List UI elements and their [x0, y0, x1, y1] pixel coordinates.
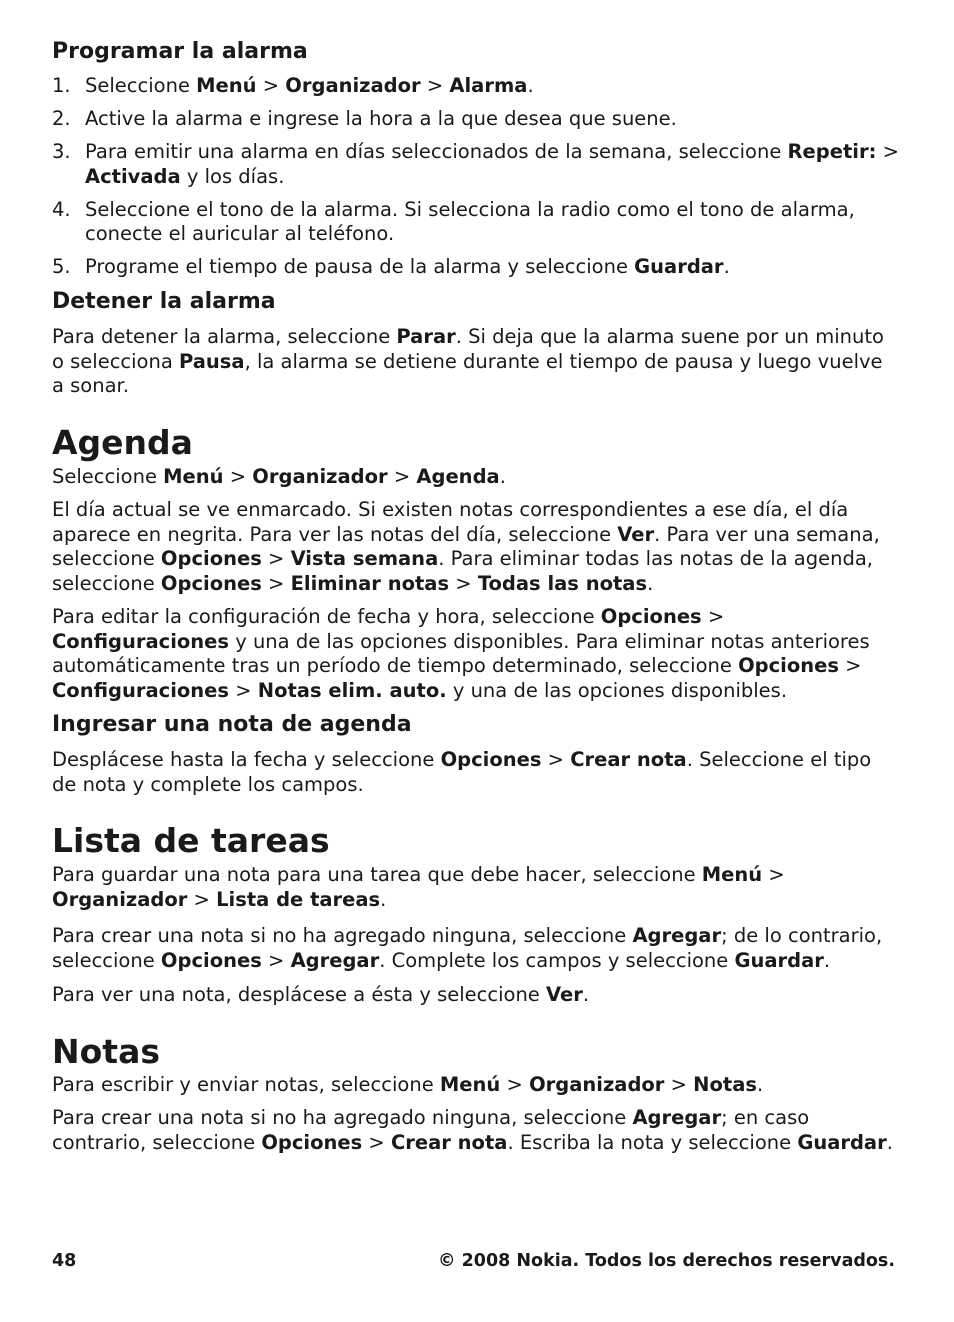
menu-term: Parar — [396, 325, 456, 348]
text: y una de las opciones disponibles. — [446, 678, 788, 702]
menu-term: Notas — [693, 1072, 757, 1096]
text: Para editar la configuración de fecha y hora, seleccione — [52, 605, 601, 628]
menu-term: Menú — [196, 74, 257, 97]
paragraph — [52, 325, 900, 399]
separator: > — [838, 654, 862, 677]
heading-notas: Notas — [52, 1031, 160, 1071]
menu-term: Agenda — [416, 464, 500, 488]
text: Para escribir y enviar notas, seleccione — [52, 1072, 440, 1096]
text: . — [756, 1072, 764, 1096]
text: Programe el tiempo de pausa de la alarma y seleccione — [85, 255, 635, 278]
text: Desplácese hasta la fecha y seleccione — [52, 748, 441, 771]
text: . — [647, 571, 654, 595]
text: Seleccione — [52, 464, 164, 488]
page-number: 48 — [52, 1251, 77, 1271]
menu-term: Opciones — [160, 547, 262, 570]
copyright: © 2008 Nokia. Todos los derechos reservados. — [438, 1251, 895, 1271]
list-item — [52, 255, 900, 280]
heading-lista-tareas: Lista de tareas — [52, 821, 330, 860]
text: y una de las opciones disponibles. Para eliminar notas anteriores automáticamente tras un período de tiempo determinado, seleccione — [52, 629, 870, 677]
menu-term: Agregar — [632, 924, 722, 947]
text: Para detener la alarma, seleccione — [52, 325, 397, 348]
text: Active la alarma e ingrese la hora a la que desea que suene. — [85, 107, 677, 130]
step-number: 2. — [52, 107, 71, 130]
list-item — [52, 140, 900, 189]
text: . Complete los campos y seleccione — [379, 948, 735, 972]
menu-term: Activada — [85, 164, 181, 188]
menu-term: Opciones — [160, 571, 262, 595]
text: . — [886, 1130, 893, 1154]
page-content — [52, 38, 900, 1155]
paragraph — [52, 465, 900, 490]
text: Para emitir una alarma en días seleccionados de la semana, seleccione — [85, 140, 788, 163]
separator: > — [362, 1130, 391, 1154]
step-number: 3. — [52, 140, 71, 163]
paragraph — [52, 983, 900, 1008]
list-item — [52, 107, 900, 132]
menu-term: Opciones — [600, 605, 702, 628]
paragraph — [52, 748, 900, 797]
separator: > — [261, 948, 291, 972]
separator: > — [876, 140, 899, 163]
menu-term: Menú — [701, 863, 763, 886]
paragraph — [52, 924, 900, 973]
text: . Escriba la nota y seleccione — [507, 1130, 798, 1154]
menu-term: Agregar — [290, 948, 380, 972]
list-item — [52, 198, 900, 247]
separator: > — [261, 547, 291, 570]
separator: > — [500, 1072, 530, 1096]
text: . — [823, 948, 831, 972]
menu-term: Organizador — [52, 887, 188, 911]
text: El día actual se ve enmarcado. Si existen notas correspondientes a ese día, el día aparece en negrita. Para ver las notas del día, seleccione — [52, 498, 849, 546]
text: Seleccione el tono de la alarma. Si selecciona la radio como el tono de alarma, conecte el auricular al teléfono. — [85, 197, 855, 245]
menu-term: Guardar — [734, 948, 824, 972]
text: y los días. — [180, 164, 285, 188]
text: . — [723, 255, 730, 278]
menu-term: Repetir: — [787, 140, 877, 163]
text: ; de lo contrario, seleccione — [52, 924, 883, 972]
separator: > — [223, 464, 253, 488]
menu-term: Configuraciones — [52, 629, 230, 653]
menu-term: Organizador — [529, 1072, 665, 1096]
text: . — [527, 74, 534, 97]
step-number: 5. — [52, 255, 71, 278]
menu-term: Menú — [163, 464, 224, 488]
paragraph — [52, 863, 900, 912]
menu-term: Opciones — [261, 1130, 363, 1154]
menu-term: Guardar — [797, 1130, 887, 1154]
separator: > — [449, 571, 478, 595]
menu-term: Lista de tareas — [216, 887, 381, 911]
separator: > — [387, 464, 417, 488]
text: . — [582, 983, 590, 1006]
text: Para guardar una nota para una tarea que debe hacer, seleccione — [52, 863, 702, 886]
subheading-programar-alarma: Programar la alarma — [52, 39, 308, 64]
menu-term: Opciones — [738, 654, 839, 677]
paragraph — [52, 1073, 900, 1098]
menu-term: Guardar — [634, 255, 724, 278]
separator: > — [762, 863, 785, 886]
menu-term: Pausa — [179, 349, 245, 373]
menu-term: Alarma — [449, 74, 528, 97]
text: Para crear una nota si no ha agregado ninguna, seleccione — [52, 924, 633, 947]
menu-term: Ver — [546, 983, 583, 1006]
text: . Seleccione el tipo de nota y complete los campos. — [52, 748, 872, 796]
separator: > — [701, 605, 725, 628]
paragraph — [52, 605, 900, 703]
menu-term: Crear nota — [390, 1130, 508, 1154]
menu-term: Opciones — [440, 748, 542, 771]
separator: > — [664, 1072, 694, 1096]
menu-term: Vista semana — [290, 547, 439, 570]
separator: > — [261, 571, 291, 595]
menu-term: Configuraciones — [52, 678, 230, 702]
menu-term: Organizador — [252, 464, 388, 488]
menu-term: Agregar — [632, 1106, 722, 1129]
subheading-ingresar-nota: Ingresar una nota de agenda — [52, 712, 412, 737]
menu-term: Todas las notas — [477, 571, 648, 595]
step-number: 1. — [52, 74, 71, 97]
text: . Para eliminar todas las notas de la agenda, seleccione — [52, 547, 873, 595]
paragraph — [52, 498, 900, 596]
heading-agenda: Agenda — [52, 422, 193, 462]
text: Seleccione — [85, 74, 197, 97]
text: Para ver una nota, desplácese a ésta y seleccione — [52, 983, 547, 1006]
subheading-detener-alarma: Detener la alarma — [52, 289, 276, 314]
text: . Para ver una semana, seleccione — [52, 522, 880, 570]
step-number: 4. — [52, 197, 71, 221]
separator: > — [229, 678, 258, 702]
menu-term: Crear nota — [570, 748, 687, 771]
steps-list — [52, 74, 900, 280]
text: . Si deja que la alarma suene por un minuto o selecciona — [52, 325, 884, 373]
separator: > — [256, 74, 286, 97]
menu-term: Eliminar notas — [290, 571, 450, 595]
menu-term: Organizador — [285, 74, 421, 97]
text: Para crear una nota si no ha agregado ninguna, seleccione — [52, 1106, 633, 1129]
text: ; en caso contrario, seleccione — [52, 1106, 810, 1154]
separator: > — [420, 74, 450, 97]
menu-term: Opciones — [160, 948, 262, 972]
separator: > — [187, 887, 217, 911]
list-item — [52, 74, 900, 99]
text: . — [499, 464, 506, 488]
menu-term: Notas elim. auto. — [257, 678, 447, 702]
paragraph — [52, 1106, 900, 1155]
text: . — [380, 887, 387, 911]
text: , la alarma se detiene durante el tiempo de pausa y luego vuelve a sonar. — [52, 349, 883, 397]
separator: > — [541, 748, 571, 771]
menu-term: Menú — [439, 1072, 501, 1096]
menu-term: Ver — [617, 522, 655, 546]
